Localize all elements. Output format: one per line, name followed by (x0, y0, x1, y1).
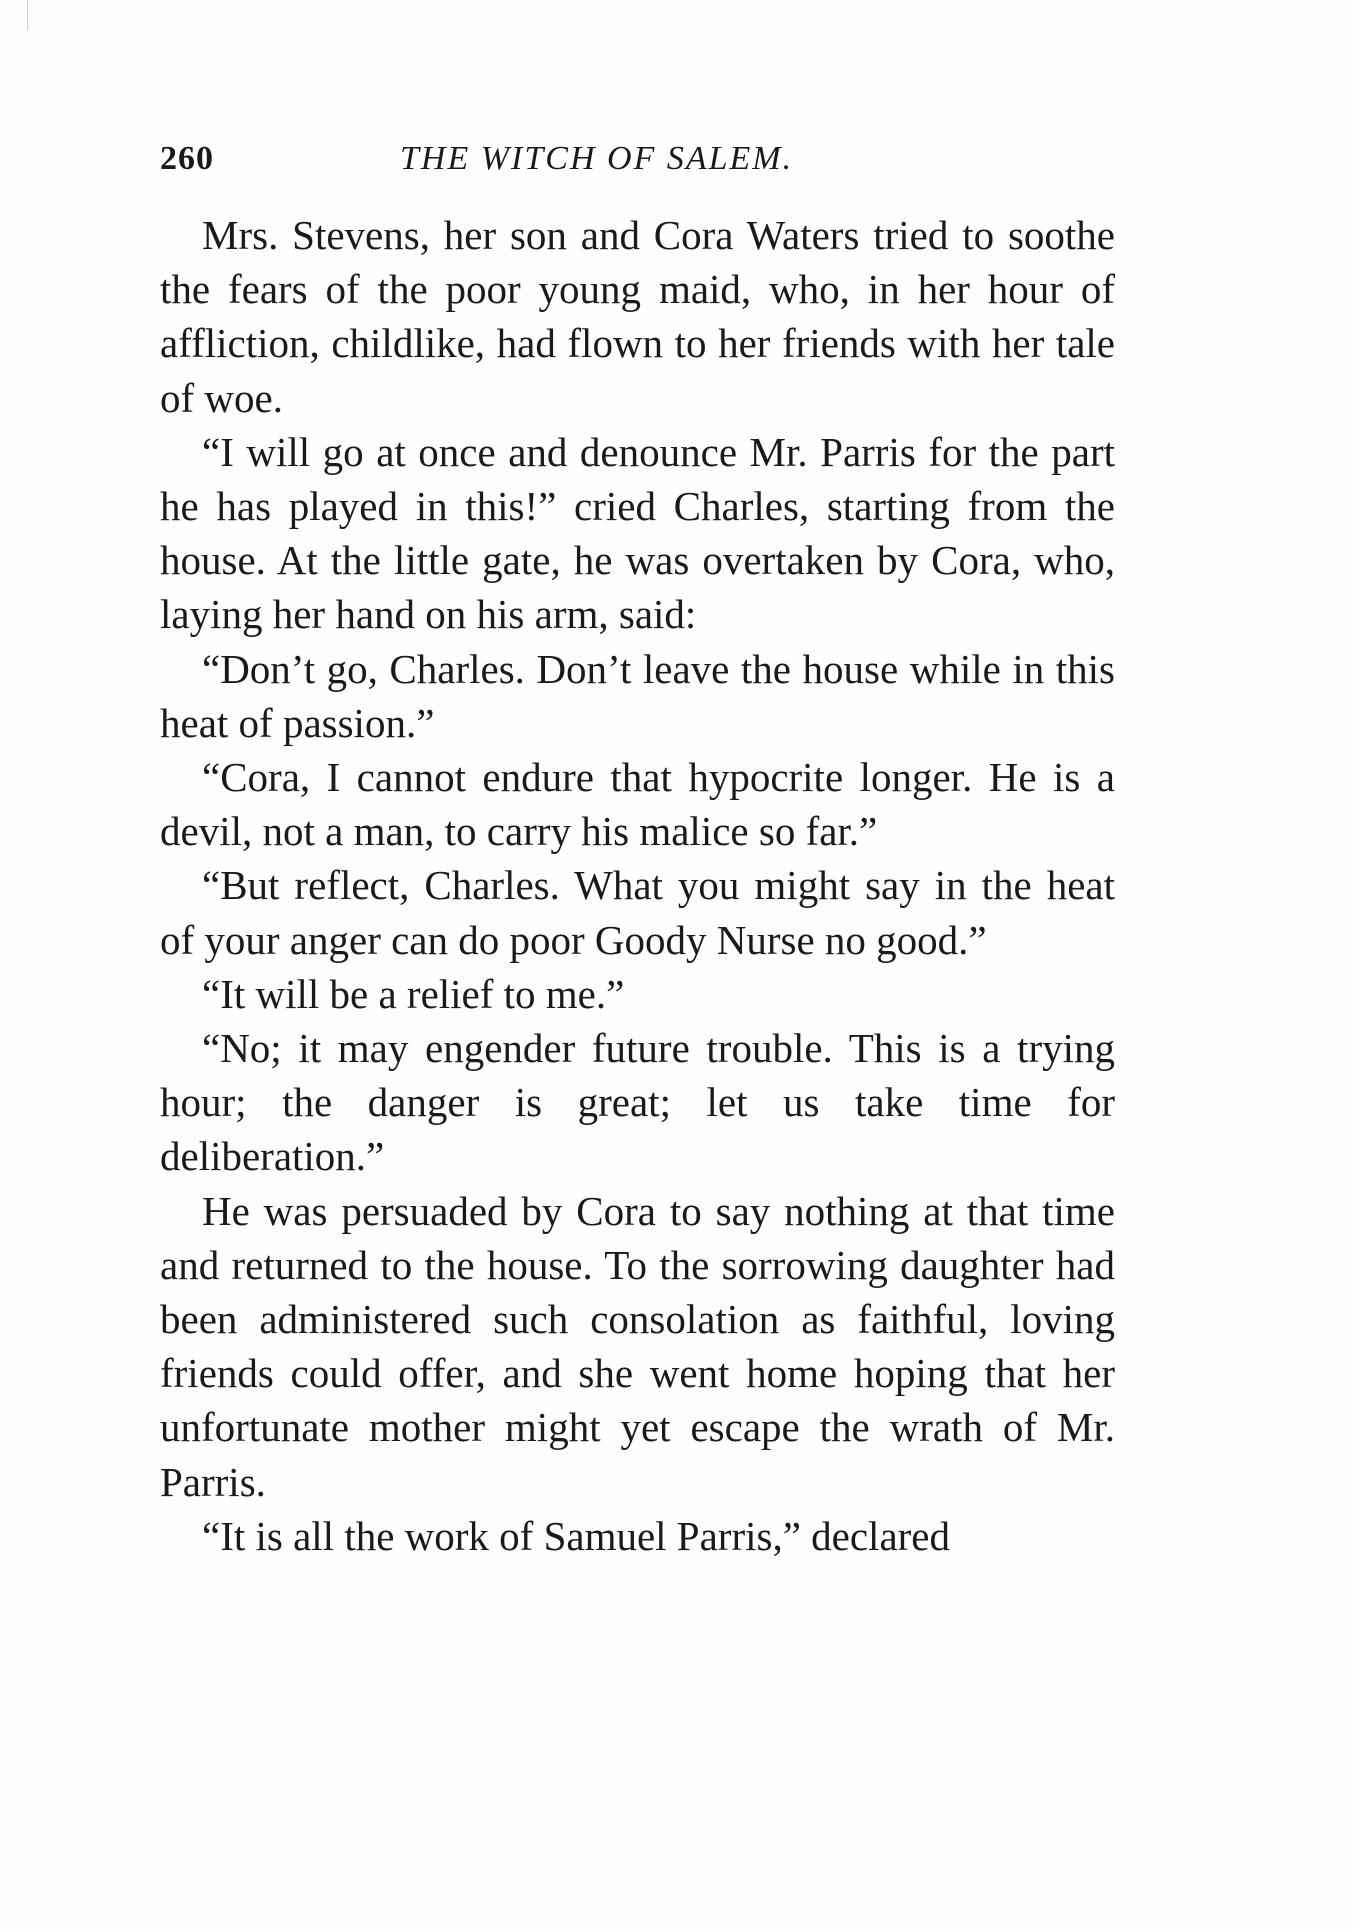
paragraph: “Cora, I cannot endure that hypocrite longer. He is a devil, not a man, to carry his malice so far.” (160, 754, 1115, 855)
page-header (160, 140, 1115, 190)
page-number: 260 (160, 140, 214, 177)
body-text (160, 208, 1115, 1563)
paragraph: “It is all the work of Samuel Parris,” declared (202, 1512, 950, 1559)
paragraph: He was persuaded by Cora to say nothing at that time and returned to the house. To the sorrowing daughter had been administered such consolation as faithful, loving friends could offer, and she went home hoping that her unfortunate mother might yet escape the wrath of Mr. Parris. (160, 1187, 1115, 1505)
paragraph: Mrs. Stevens, her son and Cora Waters tried to soothe the fears of the poor young maid, who, in her hour of affliction, childlike, had flown to her friends with her tale of woe. (160, 212, 1115, 421)
paragraph: “No; it may engender future trouble. This is a trying hour; the danger is great; let us take time for deliberation.” (160, 1025, 1115, 1180)
running-title: THE WITCH OF SALEM. (400, 140, 794, 177)
paragraph: “I will go at once and denounce Mr. Parris for the part he has played in this!” cried Charles, starting from the house. At the little gate, he was overtaken by Cora, who, laying her hand on his arm, said: (160, 428, 1115, 638)
paragraph: “It will be a relief to me.” (202, 970, 625, 1017)
paragraph: “But reflect, Charles. What you might say in the heat of your anger can do poor Goody Nurse no good.” (160, 862, 1115, 963)
margin-mark (27, 0, 28, 30)
paragraph: “Don’t go, Charles. Don’t leave the house while in this heat of passion.” (160, 645, 1115, 746)
